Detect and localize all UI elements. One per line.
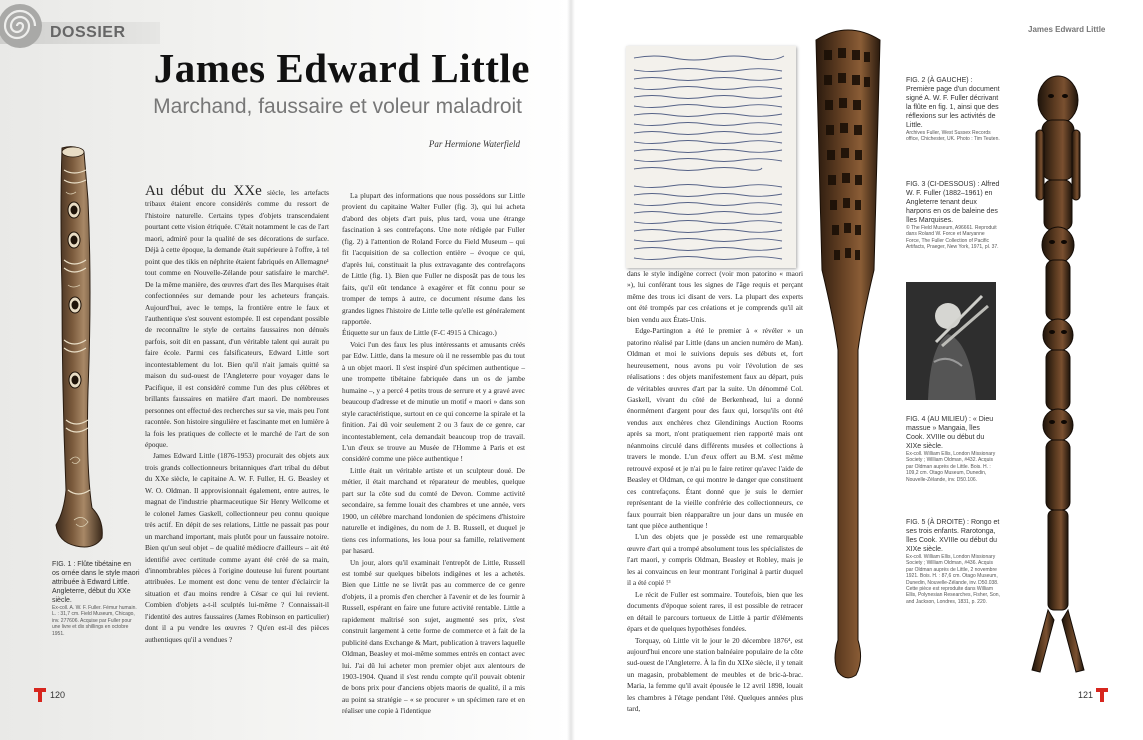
left-col2-para-3: Voici l'un des faux les plus intéressants et amusants créés par Edw. Little, dans la mesure où il ne ressemble pas du tout à un objet maori. Il s'est inspiré d'un spécimen authentique – une trompette tibétaine fabriquée dans un os de jambe humaine –, y a percé 4 petits trous de serrure et y a gravé avec beaucoup d'adresse et de minutie un motif « maori » dans son style caractéristique, surtout en ce qui concerne la spirale et la finition. J'ai dû voir seulement 2 ou 3 faux de ce genre, car incontestablement, cela demandait beaucoup trop de travail. L'un d'eux se trouve au Musée de l'Homme à Paris et est considéré comme une pièce authentique ! [342,339,525,464]
fig5-caption [906,518,1000,605]
left-col2-para-1: La plupart des informations que nous possédons sur Little provient du capitaine Walter Fuller (fig. 3), qui lui acheta d'abord des objets d'art puis, plus tard, voua une étrange fascination à ses contrefaçons. Une note rédigée par Fuller (fig. 2) à l'attention de Roland Force du Field Museum – qui fit l'acquisition de sa collection entière – évoque ce qui, d'après lui, constituait la plus extravagante des contrefaçons de Little (fig. 1). Bien que Fuller ne disposât pas de tous les faits, qu'il eût tendance à exagérer et fût connu pour se tromper de temps à autre, ce document résume dans les grandes lignes l'histoire de Little telle qu'elle est généralement rapportée. [342,191,525,326]
dropcap: Au début du XXe [145,183,262,199]
fig4-caption-lead: FIG. 4 (AU MILIEU) : « Dieu massue » Mangaia, îles Cook. XVIIIe ou début du XIXe siècle. [906,416,994,450]
bone-flute-image [18,140,118,560]
t-logo-icon-right [1096,688,1108,702]
right-col1-para-4: Le récit de Fuller est sommaire. Toutefois, bien que les documents d'époque soient rares, il est possible de retracer en détail le parcours tortueux de Little à partir d'éléments épars et de quelques hypothèses fondées. [627,589,803,634]
letter-handwriting [626,46,796,268]
left-page [0,0,571,740]
fig3-caption-lead: FIG. 3 (CI-DESSOUS) : Alfred W. F. Fuller (1882–1961) en Angleterre tenant deux harpons en os de baleine des îles Marquises. [906,181,1000,224]
fig5-caption-details: Ex-coll. William Ellis, London Missionary Society ; William Oldman, #436. Acquis par Oldman auprès de Little, 2 novembre 1921. Bois. H. : 87,6 cm. Otago Museum, Dunedin, Nouvelle-Zélande, inv. D50.038. Cette pièce est reproduite dans William Ellis, Polynesian Researches, Fisher, Son, and Jackson, Londres, 1831, p. 220. [906,554,1000,605]
fig2-caption-lead: FIG. 2 (À GAUCHE) : Première page d'un document signé A. W. F. Fuller décrivant la flûte en fig. 1, ainsi que des réflexions sur les activités de Little. [906,77,1000,129]
rongo-statue-image [1008,70,1108,680]
section-label: DOSSIER [50,24,126,41]
fig2-caption-details: Archives Fuller, West Sussex Records office, Chichester, UK. Photo : Tim Teuten. [906,130,1000,143]
god-club-image [808,20,888,685]
right-col1-para-5: Torquay, où Little vit le jour le 20 décembre 1876⁴, est aujourd'hui encore une station balnéaire populaire de la côte sud-ouest de l'Angleterre. À la fin du XIXe siècle, il y tenait un magasin, probablement de meubles et de bric-à-brac. Maria, la femme qu'il avait épousée le 12 avril 1898, louait les chambres à l'étage pendant l'été. Quelques années plus tard, [627,635,803,714]
handwritten-letter-image [626,46,796,268]
article-subtitle: Marchand, faussaire et voleur maladroit [153,95,522,118]
left-col2-para-5: Un jour, alors qu'il examinait l'entrepôt de Little, Russell est tombé sur quelques bibelots indigènes et les a achetés. Bien que Little ne se livrât pas au commerce de ce genre d'objets, il a promis d'en chercher à l'avenir et de les fournir à Russell, espérant en faire une future activité rentable. Little a rapidement maîtrisé son sujet, augmenté ses prix, s'est construit largement à cette forme de commerce et à fait de la publicité dans Exchange & Mart, publication à travers laquelle Oldman, Beasley et moi-même sommes entrés en contact avec lui. J'ai dû lui acheter mon premier objet aux alentours de 1903-1904. Quand il s'est rendu compte qu'il pouvait obtenir de bons prix pour d'anciens objets maoris de qualité, il a mis au point sa stratégie – « se procurer » un spécimen rare et en réaliser une copie à l'identique [342,557,525,716]
page-number-left: 120 [50,690,66,700]
running-head: James Edward Little [1028,25,1106,34]
fig3-caption [906,180,1000,251]
fig2-caption [906,76,1000,143]
left-col2-para-4: Little était un véritable artiste et un sculpteur doué. De métier, il était marchand et réparateur de meubles, quelque part sur la côte sud du comté de Devon. Comme activité secondaire, sa femme louait des chambres et une année, vers 1900, un célèbre marchand londonien de spécimens d'histoire naturelle et indigènes, du nom de J. B. Russell, et duquel je tiens ces informations, les loua pour sa famille, relativement par hasard. [342,465,525,556]
left-col2-para-2: Étiquette sur un faux de Little (F-C 4915 à Chicago.) [342,328,497,338]
fuller-portrait-photo [906,282,996,400]
right-column-1 [627,268,803,714]
right-col1-para-3: L'un des objets que je possède est une remarquable œuvre d'art qui a trompé absolument tous les spécialistes de l'art maori, y compris Oldman, Beasley et Robley, mais je les ai convaincus en leur montrant l'original à partir duquel il a été copié !³ [627,532,803,588]
fig4-caption-details: Ex-coll. William Ellis, London Missionary Society ; William Oldman, #432. Acquis par Oldman auprès de Little. Bois. H. : 109,2 cm. Otago Museum, Dunedin, Nouvelle-Zélande, inv. D50.106. [906,451,996,483]
left-col1-para-1: Au début du XXe siècle, les artefacts tribaux étaient encore considérés comme du ressort de l'histoire naturelle. Certains types d'objets transcendaient pourtant cette vision étriquée. C'était notamment le cas de l'art maori, admiré pour la qualité de ses décorations de surface. Déjà à cette époque, la demande était supérieure à l'offre, à tel point que des tikis en néphrite étaient fabriqués en Allemagne¹ tout comme en Nouvelle-Zélande pour satisfaire le marché². De la même manière, des œuvres d'art des îles Marquises était confectionnées sur demande pour les acheteurs français. Aujourd'hui, avec le temps, la frontière entre le faux et l'authentique s'est souvent estompée. Il est cependant possible de reconnaître le style de certains faussaires non dénués parfois, soit dit en passant, d'un véritable talent qui aurait pu faire école. Parmi ces falsificateurs, Edward Little sort incontestablement du lot. Bien qu'il n'ait jamais quitté sa maison du sud-ouest de l'Angleterre pour voyager dans le Pacifique, il est considéré comme l'un des plus célèbres et brillants faussaires en matière d'art maori. De nombreuses personnes ont effectué des recherches sur sa vie, mais peu l'ont racontée. Son histoire singulière et fascinante met en lumière à la fois les pratiques de collecte et le marché de l'art de son époque. [145,183,330,449]
fuller-portrait [906,282,996,400]
swirl-logo-icon [0,0,46,60]
article-title: James Edward Little [153,45,530,91]
page-number-right: 121 [1078,690,1094,700]
t-logo-icon [34,688,46,702]
fig1-caption-lead: FIG. 1 : Flûte tibétaine en os ornée dans le style maori attribuée à Edward Little. Angleterre, début du XXe siècle. [52,561,140,604]
byline: Par Hermione Waterfield [428,139,520,149]
fig1-caption [52,560,140,637]
fig5-caption-lead: FIG. 5 (À DROITE) : Rongo et ses trois enfants. Rarotonga, îles Cook. XVIIIe ou début du XIXe siècle. [906,519,1000,553]
left-column-1 [145,184,329,669]
right-col1-para-2: Edge-Partington a été le premier à « révéler » un patorino réalisé par Little (dans un ancien numéro de Man). Oldman et moi le suivions depuis ses débuts et, fort heureusement, nous avons pu voir l'évolution de ses réalisations : des objets manifestement faux au départ, puis de véritables œuvres d'art par la suite. Un dénommé Col. Gaskell, vivant du côté de Berkenhead, lui a donné énormément d'argent pour des faux qui, lorsqu'ils ont été vendus aux enchères chez Glendinings Auction Rooms après sa mort, n'ont pratiquement rien rapporté mais ont néanmoins circulé dans différents musées et collections à travers le monde. L'un d'eux offert au B.M. s'est même retrouvé exposé et je n'ai pu le faire retirer qu'avec l'aide de Beasley et Oldman, ce qui montre le danger que constituent ces contrefaçons. Étant donné que je suis le dernier représentant de la vieille confrérie des collectionneurs, ce faux pourrait bien réapparaître un jour dans un musée en tant que pièce authentique ! [627,326,803,530]
spine-shadow [567,0,575,740]
left-column-2 [342,190,525,716]
right-col1-para-1: dans le style indigène correct (voir mon patorino « maori »), lui conférant tous les signes de l'âge requis et perçant même des trous ici disant de vers. La plupart des experts ont été trompés par ces créations et je comprends qu'il ait bien vendu aux États-Unis. [627,269,803,324]
fig1-caption-details: Ex-coll. A. W. F. Fuller. Fémur humain. L. : 31,7 cm. Field Museum, Chicago, inv. 277606. Acquise par Fuller pour une livre et dix shillings en octobre 1951. [52,605,137,637]
fig3-caption-details: © The Field Museum, A96661. Reproduit dans Roland W. Force et Maryanne Force, The Fuller Collection of Pacific Artifacts, Praeger, New York, 1971, pl. 37. [906,225,999,251]
left-col1-para-2: James Edward Little (1876-1953) procurait des objets aux trois grands collectionneurs britanniques d'art tribal du début du XXe siècle, le capitaine A. W. F. Fuller, H. G. Beasley et W. O. Oldman. Il approvisionnait également, entre autres, le magnat de l'industrie pharmaceutique Sir Henry Wellcome et le colonel James Gaskell, collectionneur peu connu quoique très actif. En dépit de ses relations, Little ne passait pas pour un marchand important, mais plutôt pour un faussaire notoire. Bien qu'un seul objet – de qualité médiocre d'ailleurs – ait été identifié avec certitude comme ayant été créé de sa main, d'innombrables pièces à l'origine douteuse lui furent pourtant attribuées. Le moment est donc venu de tenter d'éclaircir la situation et d'au moins rendre à César ce qui lui revient. Combien d'objets a-t-il sculptés lui-même ? Connaissait-il l'identité des autres faussaires (James Robinson en particulier) dont il a pu vendre les œuvres ? Qu'en est-il des pièces authentiques qu'il a vendues ? [145,451,329,644]
fig4-caption [906,415,1000,483]
